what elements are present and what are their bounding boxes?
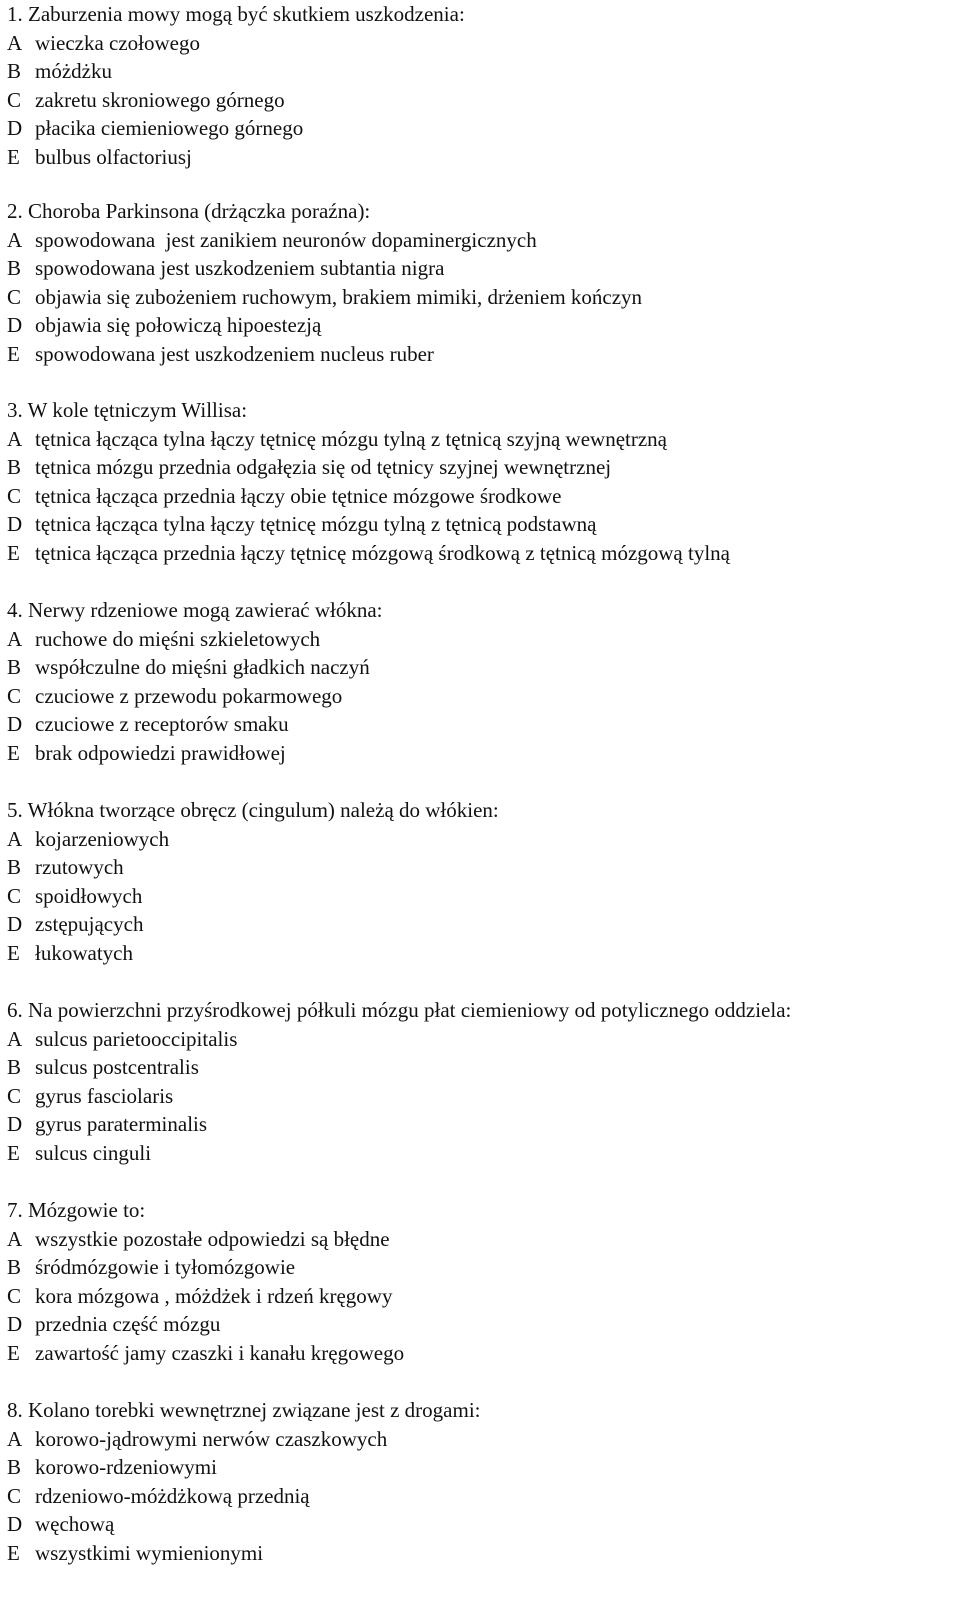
- question-1: [7, 0, 955, 172]
- question-number: 4.: [7, 598, 23, 622]
- option-text: rdzeniowo-móżdżkową przednią: [35, 1483, 310, 1508]
- option-b: [7, 853, 955, 882]
- question-6: [7, 996, 955, 1168]
- option-text: korowo-rdzeniowymi: [35, 1455, 217, 1480]
- option-letter: D: [7, 712, 23, 737]
- option-b: [7, 453, 955, 482]
- option-text: objawia się zubożeniem ruchowym, brakiem mimiki, drżeniem kończyn: [35, 284, 643, 309]
- option-text: współczulne do mięśni gładkich naczyń: [35, 655, 370, 680]
- option-text: sulcus cinguli: [35, 1140, 152, 1165]
- option-letter: C: [7, 883, 22, 908]
- question-number: 7.: [7, 1198, 23, 1222]
- option-letter: D: [7, 1312, 23, 1337]
- question-stem: [7, 596, 955, 625]
- option-text: tętnica łącząca przednia łączy tętnicę mózgową środkową z tętnicą mózgową tylną: [35, 540, 730, 565]
- option-letter: A: [7, 227, 23, 252]
- option-letter: A: [7, 30, 23, 55]
- option-text: zawartość jamy czaszki i kanału kręgowego: [35, 1340, 405, 1365]
- option-letter: B: [7, 59, 22, 84]
- question-number: 5.: [7, 798, 23, 822]
- option-e: [7, 1139, 955, 1168]
- option-c: [7, 283, 955, 312]
- option-letter: B: [7, 256, 22, 281]
- option-text: kojarzeniowych: [35, 826, 170, 851]
- question-7: [7, 1196, 955, 1368]
- option-letter: C: [7, 1283, 22, 1308]
- option-letter: E: [7, 540, 20, 565]
- option-e: [7, 939, 955, 968]
- option-text: śródmózgowie i tyłomózgowie: [35, 1255, 296, 1280]
- question-stem: [7, 0, 955, 29]
- question-text: Włókna tworzące obręcz (cingulum) należą do włókien:: [27, 798, 499, 822]
- option-e: [7, 143, 955, 172]
- question-text: Zaburzenia mowy mogą być skutkiem uszkodzenia:: [28, 2, 465, 26]
- option-d: [7, 1310, 955, 1339]
- question-3: [7, 396, 955, 568]
- option-letter: C: [7, 483, 22, 508]
- option-letter: C: [7, 87, 22, 112]
- question-2: [7, 197, 955, 369]
- option-text: móżdżku: [35, 59, 112, 84]
- option-text: płacika ciemieniowego górnego: [35, 116, 304, 141]
- question-text: Na powierzchni przyśrodkowej półkuli mózgu płat ciemieniowy od potylicznego oddziela:: [28, 998, 792, 1022]
- option-letter: C: [7, 1483, 22, 1508]
- option-b: [7, 1253, 955, 1282]
- option-letter: E: [7, 1140, 20, 1165]
- option-text: gyrus fasciolaris: [35, 1083, 174, 1108]
- option-letter: B: [7, 1255, 22, 1280]
- question-number: 1.: [7, 2, 23, 26]
- question-number: 3.: [7, 398, 23, 422]
- option-text: sulcus postcentralis: [35, 1055, 199, 1080]
- question-stem: [7, 396, 955, 425]
- option-letter: D: [7, 912, 23, 937]
- question-stem: [7, 996, 955, 1025]
- option-text: brak odpowiedzi prawidłowej: [35, 740, 286, 765]
- question-text: Choroba Parkinsona (drżączka poraźna):: [28, 199, 371, 223]
- option-e: [7, 539, 955, 568]
- option-letter: E: [7, 1340, 20, 1365]
- option-letter: B: [7, 855, 22, 880]
- option-b: [7, 653, 955, 682]
- question-8: [7, 1396, 955, 1568]
- option-a: [7, 1425, 955, 1454]
- option-c: [7, 86, 955, 115]
- option-d: [7, 1510, 955, 1539]
- question-number: 2.: [7, 199, 23, 223]
- option-letter: B: [7, 455, 22, 480]
- option-letter: D: [7, 313, 23, 338]
- option-text: rzutowych: [35, 855, 124, 880]
- option-letter: B: [7, 1455, 22, 1480]
- option-text: sulcus parietooccipitalis: [35, 1026, 238, 1051]
- option-text: tętnica mózgu przednia odgałęzia się od tętnicy szyjnej wewnętrznej: [35, 455, 612, 480]
- option-letter: C: [7, 1083, 22, 1108]
- option-a: [7, 625, 955, 654]
- option-c: [7, 882, 955, 911]
- option-text: przednia część mózgu: [35, 1312, 221, 1337]
- question-number: 8.: [7, 1398, 23, 1422]
- option-letter: A: [7, 1426, 23, 1451]
- option-letter: D: [7, 1512, 23, 1537]
- option-text: spowodowana jest uszkodzeniem subtantia nigra: [35, 256, 445, 281]
- option-letter: A: [7, 826, 23, 851]
- option-text: tętnica łącząca tylna łączy tętnicę mózgu tylną z tętnicą podstawną: [35, 512, 597, 537]
- option-text: tętnica łącząca tylna łączy tętnicę mózgu tylną z tętnicą szyjną wewnętrzną: [35, 426, 667, 451]
- option-b: [7, 1053, 955, 1082]
- option-a: [7, 226, 955, 255]
- option-letter: E: [7, 1540, 20, 1565]
- option-d: [7, 510, 955, 539]
- option-text: węchową: [35, 1512, 115, 1537]
- option-c: [7, 1082, 955, 1111]
- option-text: bulbus olfactoriusj: [35, 144, 192, 169]
- option-c: [7, 482, 955, 511]
- option-text: czuciowe z przewodu pokarmowego: [35, 683, 343, 708]
- option-letter: A: [7, 1026, 23, 1051]
- option-letter: A: [7, 426, 23, 451]
- question-stem: [7, 796, 955, 825]
- option-letter: A: [7, 1226, 23, 1251]
- option-letter: E: [7, 740, 20, 765]
- option-b: [7, 1453, 955, 1482]
- option-e: [7, 1539, 955, 1568]
- option-a: [7, 825, 955, 854]
- option-text: zstępujących: [35, 912, 144, 937]
- option-d: [7, 311, 955, 340]
- option-letter: A: [7, 626, 23, 651]
- question-stem: [7, 197, 955, 226]
- option-text: wieczka czołowego: [35, 30, 200, 55]
- question-text: Mózgowie to:: [28, 1198, 146, 1222]
- option-letter: B: [7, 1055, 22, 1080]
- question-5: [7, 796, 955, 968]
- question-stem: [7, 1196, 955, 1225]
- option-letter: E: [7, 144, 20, 169]
- question-text: Nerwy rdzeniowe mogą zawierać włókna:: [28, 598, 383, 622]
- option-letter: E: [7, 341, 20, 366]
- option-d: [7, 910, 955, 939]
- option-letter: D: [7, 512, 23, 537]
- option-c: [7, 1482, 955, 1511]
- option-e: [7, 340, 955, 369]
- option-c: [7, 1282, 955, 1311]
- option-text: czuciowe z receptorów smaku: [35, 712, 289, 737]
- option-d: [7, 114, 955, 143]
- option-a: [7, 1025, 955, 1054]
- option-letter: E: [7, 940, 20, 965]
- option-e: [7, 1339, 955, 1368]
- option-letter: B: [7, 655, 22, 680]
- option-text: ruchowe do mięśni szkieletowych: [35, 626, 321, 651]
- option-b: [7, 57, 955, 86]
- option-e: [7, 739, 955, 768]
- option-text: objawia się połowiczą hipoestezją: [35, 313, 322, 338]
- option-text: wszystkie pozostałe odpowiedzi są błędne: [35, 1226, 390, 1251]
- question-text: Kolano torebki wewnętrznej związane jest z drogami:: [28, 1398, 481, 1422]
- option-text: zakretu skroniowego górnego: [35, 87, 285, 112]
- option-text: łukowatych: [35, 940, 133, 965]
- option-a: [7, 425, 955, 454]
- option-d: [7, 710, 955, 739]
- question-4: [7, 596, 955, 768]
- option-text: spoidłowych: [35, 883, 143, 908]
- option-text: korowo-jądrowymi nerwów czaszkowych: [35, 1426, 388, 1451]
- option-text: spowodowana jest zanikiem neuronów dopaminergicznych: [35, 227, 537, 252]
- option-text: tętnica łącząca przednia łączy obie tętnice mózgowe środkowe: [35, 483, 562, 508]
- option-letter: C: [7, 284, 22, 309]
- question-number: 6.: [7, 998, 23, 1022]
- option-d: [7, 1110, 955, 1139]
- option-b: [7, 254, 955, 283]
- option-letter: C: [7, 683, 22, 708]
- option-text: spowodowana jest uszkodzeniem nucleus ruber: [35, 341, 434, 366]
- option-text: wszystkimi wymienionymi: [35, 1540, 264, 1565]
- question-stem: [7, 1396, 955, 1425]
- option-text: gyrus paraterminalis: [35, 1112, 208, 1137]
- option-a: [7, 29, 955, 58]
- option-text: kora mózgowa , móżdżek i rdzeń kręgowy: [35, 1283, 393, 1308]
- option-letter: D: [7, 116, 23, 141]
- option-a: [7, 1225, 955, 1254]
- option-c: [7, 682, 955, 711]
- option-letter: D: [7, 1112, 23, 1137]
- question-text: W kole tętniczym Willisa:: [27, 398, 248, 422]
